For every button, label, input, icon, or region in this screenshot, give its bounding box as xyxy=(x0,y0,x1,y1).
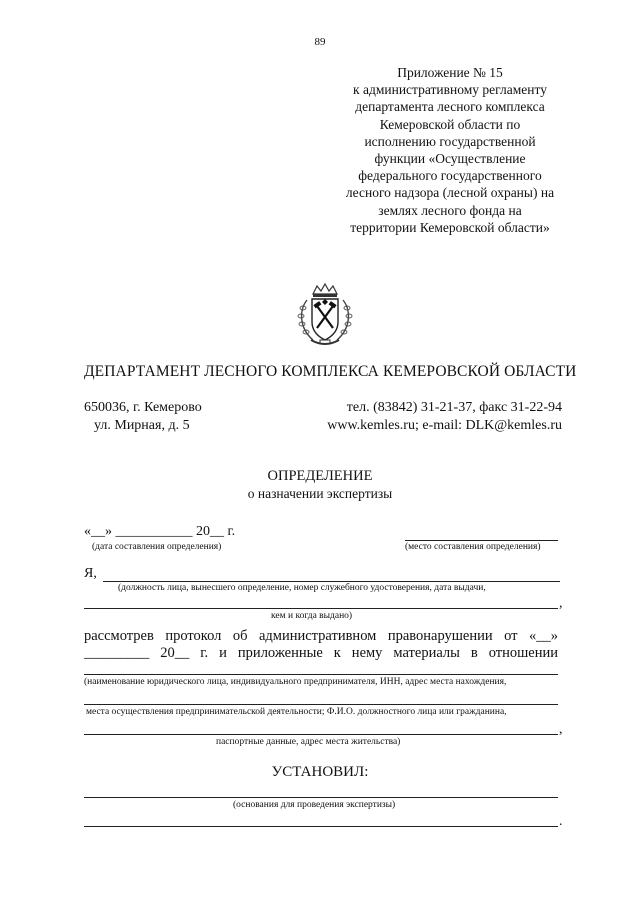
appendix-line: лесного надзора (лесной охраны) на xyxy=(345,185,555,201)
established-heading: УСТАНОВИЛ: xyxy=(271,764,369,780)
appendix-line: территории Кемеровской области» xyxy=(350,219,550,235)
grounds-caption: (основания для проведения экспертизы) xyxy=(233,800,396,810)
reviewed-text-line-1: рассмотрев протокол об административном правонарушении от «__» xyxy=(84,628,558,644)
official-field-line xyxy=(103,581,560,582)
grounds-field-line-2 xyxy=(84,826,558,827)
document-title: ОПРЕДЕЛЕНИЕ xyxy=(267,468,373,484)
phone-line: тел. (83842) 31-21-37, факс 31-22-94 xyxy=(346,400,562,415)
page-number: 89 xyxy=(314,36,326,48)
appendix-line: землях лесного фонда на xyxy=(378,202,522,218)
official-caption: (должность лица, вынесшего определение, номер служебного удостоверения, дата выдачи, xyxy=(118,583,486,593)
postal-address xyxy=(84,399,202,435)
place-field-line xyxy=(405,540,558,541)
entity-field-line-2 xyxy=(84,704,558,705)
issued-caption: кем и когда выдано) xyxy=(271,611,353,621)
appendix-line: Приложение № 15 xyxy=(397,65,503,80)
contact-info xyxy=(298,399,562,435)
appendix-line: департамента лесного комплекса xyxy=(355,99,545,115)
date-caption: (дата составления определения) xyxy=(92,542,222,552)
appendix-line: исполнению государственной xyxy=(364,133,536,149)
appendix-line: функции «Осуществление xyxy=(374,151,526,167)
kemerovo-coat-of-arms-icon xyxy=(293,282,357,350)
entity-field-line-3 xyxy=(84,734,558,735)
appendix-block xyxy=(328,64,572,236)
entity-caption-3: паспортные данные, адрес места жительства) xyxy=(216,737,401,747)
period: . xyxy=(559,814,563,829)
grounds-field-line xyxy=(84,797,558,798)
comma: , xyxy=(559,596,563,611)
department-name: ДЕПАРТАМЕНТ ЛЕСНОГО КОМПЛЕКСА КЕМЕРОВСКОЙ ОБЛАСТИ xyxy=(84,363,577,380)
entity-caption-2: места осуществления предпринимательской деятельности; Ф.И.О. должностного лица или гражданина, xyxy=(86,707,507,717)
document-subtitle: о назначении экспертизы xyxy=(247,486,393,501)
appendix-line: Кемеровской области по xyxy=(379,116,521,132)
web-email-line: www.kemles.ru; e-mail: DLK@kemles.ru xyxy=(327,418,562,433)
place-caption: (место составления определения) xyxy=(405,542,541,552)
official-field-line-2 xyxy=(84,608,558,609)
appendix-line: к административному регламенту xyxy=(353,82,547,98)
address-line: 650036, г. Кемерово xyxy=(84,400,202,415)
ya-label: Я, xyxy=(84,566,97,581)
entity-caption-1: (наименование юридического лица, индивидуального предпринимателя, ИНН, адрес места нахождения, xyxy=(84,677,507,687)
appendix-line: федерального государственного xyxy=(358,168,542,184)
reviewed-text-line-2: _________ 20__ г. и приложенные к нему материалы в отношении xyxy=(84,645,558,661)
address-line: ул. Мирная, д. 5 xyxy=(94,418,190,433)
entity-field-line-1 xyxy=(84,674,558,675)
date-field: «__» ___________ 20__ г. xyxy=(84,524,236,539)
comma: , xyxy=(559,722,563,737)
